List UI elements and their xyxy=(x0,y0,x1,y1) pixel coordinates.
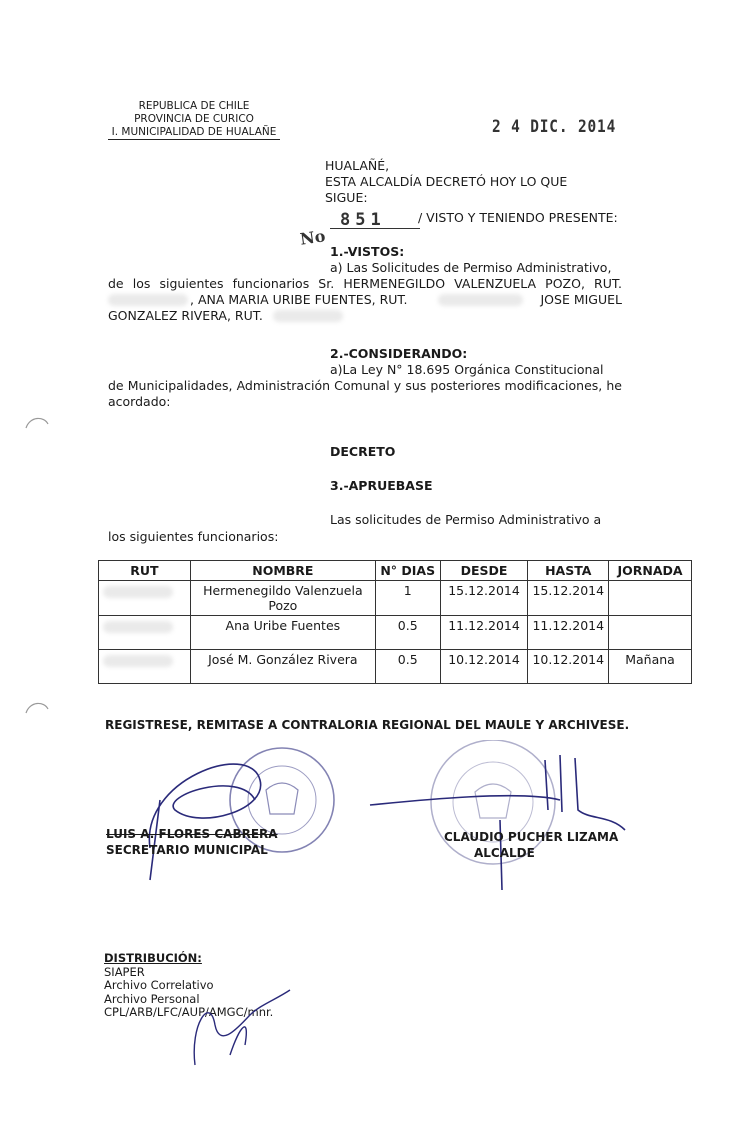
decreto-heading: DECRETO xyxy=(330,444,396,459)
col-rut: RUT xyxy=(99,561,191,581)
redacted-rut xyxy=(103,586,173,598)
initials-scribble-icon xyxy=(180,985,300,1075)
secretario-name: LUIS A. FLORES CABRERA xyxy=(106,827,278,841)
list-item: Archivo Personal xyxy=(104,991,200,1006)
binder-hole-icon xyxy=(22,410,52,440)
cell-nombre: José M. González Rivera xyxy=(190,650,375,684)
cell-hasta: 15.12.2014 xyxy=(528,581,609,616)
intro-place: HUALAÑÉ, xyxy=(325,158,390,173)
signature-stamps xyxy=(0,740,744,890)
cell-rut-redacted xyxy=(99,616,191,650)
col-nombre: NOMBRE xyxy=(190,561,375,581)
cell-dias: 1 xyxy=(375,581,440,616)
list-item: Archivo Correlativo xyxy=(104,978,214,992)
table-row xyxy=(99,616,692,650)
header-municipalidad: I. MUNICIPALIDAD DE HUALAÑE xyxy=(108,126,280,140)
cell-nombre: Hermenegildo Valenzuela Pozo xyxy=(190,581,375,616)
table-header-row xyxy=(99,561,692,581)
vistos-text-a: a) Las Solicitudes de Permiso Administrativo, xyxy=(330,260,612,275)
cell-jornada xyxy=(609,616,692,650)
redacted-rut-2 xyxy=(438,294,523,306)
vistos-jose: JOSE MIGUEL xyxy=(540,292,622,307)
cell-rut-redacted xyxy=(99,581,191,616)
col-jornada: JORNADA xyxy=(609,561,692,581)
decreto-text-b: los siguientes funcionarios: xyxy=(108,529,279,544)
decreto-text-a: Las solicitudes de Permiso Administrativo a xyxy=(330,512,602,527)
redacted-rut-1 xyxy=(108,294,188,306)
cell-desde: 11.12.2014 xyxy=(440,616,528,650)
date-stamp: 2 4 DIC. 2014 xyxy=(492,117,617,137)
header-block xyxy=(108,100,280,140)
alcalde-title: ALCALDE xyxy=(474,846,535,860)
right-signature-block xyxy=(444,829,618,861)
header-provincia: PROVINCIA DE CURICO xyxy=(134,113,254,125)
vistos-text-b xyxy=(108,276,622,324)
cell-hasta: 10.12.2014 xyxy=(528,650,609,684)
vistos-heading: 1.-VISTOS: xyxy=(330,244,405,259)
col-dias: N° DIAS xyxy=(375,561,440,581)
redacted-rut xyxy=(103,655,173,667)
table-row xyxy=(99,650,692,684)
redacted-rut-3 xyxy=(273,310,343,322)
aprueba-heading: 3.-APRUEBASE xyxy=(330,478,433,493)
decree-visto: / VISTO Y TENIENDO PRESENTE: xyxy=(418,210,618,225)
col-hasta: HASTA xyxy=(528,561,609,581)
cell-dias: 0.5 xyxy=(375,650,440,684)
vistos-gonzalez: GONZALEZ RIVERA, RUT. xyxy=(108,308,263,323)
left-signature-block xyxy=(106,826,278,858)
secretario-title: SECRETARIO MUNICIPAL xyxy=(106,843,268,857)
registrese-line: REGISTRESE, REMITASE A CONTRALORIA REGIONAL DEL MAULE Y ARCHIVESE. xyxy=(105,718,630,732)
cell-dias: 0.5 xyxy=(375,616,440,650)
distribucion-heading: DISTRIBUCIÓN: xyxy=(104,951,202,965)
intro-block xyxy=(325,158,585,206)
table-row xyxy=(99,581,692,616)
vistos-line-b: de los siguientes funcionarios Sr. HERMENEGILDO VALENZUELA POZO, RUT. xyxy=(108,276,622,291)
list-item: CPL/ARB/LFC/AUP/AMGC/mnr. xyxy=(104,1005,274,1019)
vistos-line-e xyxy=(108,308,622,324)
considerando-heading: 2.-CONSIDERANDO: xyxy=(330,346,468,361)
alcalde-name: CLAUDIO PUCHER LIZAMA xyxy=(444,830,619,844)
cell-jornada: Mañana xyxy=(609,650,692,684)
binder-hole-icon xyxy=(22,695,52,725)
intro-line: ESTA ALCALDÍA DECRETÓ HOY LO QUE SIGUE: xyxy=(325,174,568,205)
col-desde: DESDE xyxy=(440,561,528,581)
redacted-rut xyxy=(103,621,173,633)
decree-no-label: No xyxy=(298,226,327,249)
cell-jornada xyxy=(609,581,692,616)
cell-rut-redacted xyxy=(99,650,191,684)
permisos-table xyxy=(98,560,692,684)
decree-number: 851 xyxy=(340,210,386,230)
considerando-text-a: a)La Ley N° 18.695 Orgánica Constitucional xyxy=(330,362,604,377)
vistos-line-c xyxy=(108,292,622,308)
vistos-ana: , ANA MARIA URIBE FUENTES, RUT. xyxy=(190,292,408,307)
decree-number-line xyxy=(300,212,630,248)
cell-desde: 10.12.2014 xyxy=(440,650,528,684)
header-republica: REPUBLICA DE CHILE xyxy=(138,100,250,112)
list-item: SIAPER xyxy=(104,964,145,979)
cell-nombre: Ana Uribe Fuentes xyxy=(190,616,375,650)
considerando-text-b: de Municipalidades, Administración Comunal y sus posteriores modificaciones, he acordado: xyxy=(108,378,622,409)
cell-hasta: 11.12.2014 xyxy=(528,616,609,650)
cell-desde: 15.12.2014 xyxy=(440,581,528,616)
